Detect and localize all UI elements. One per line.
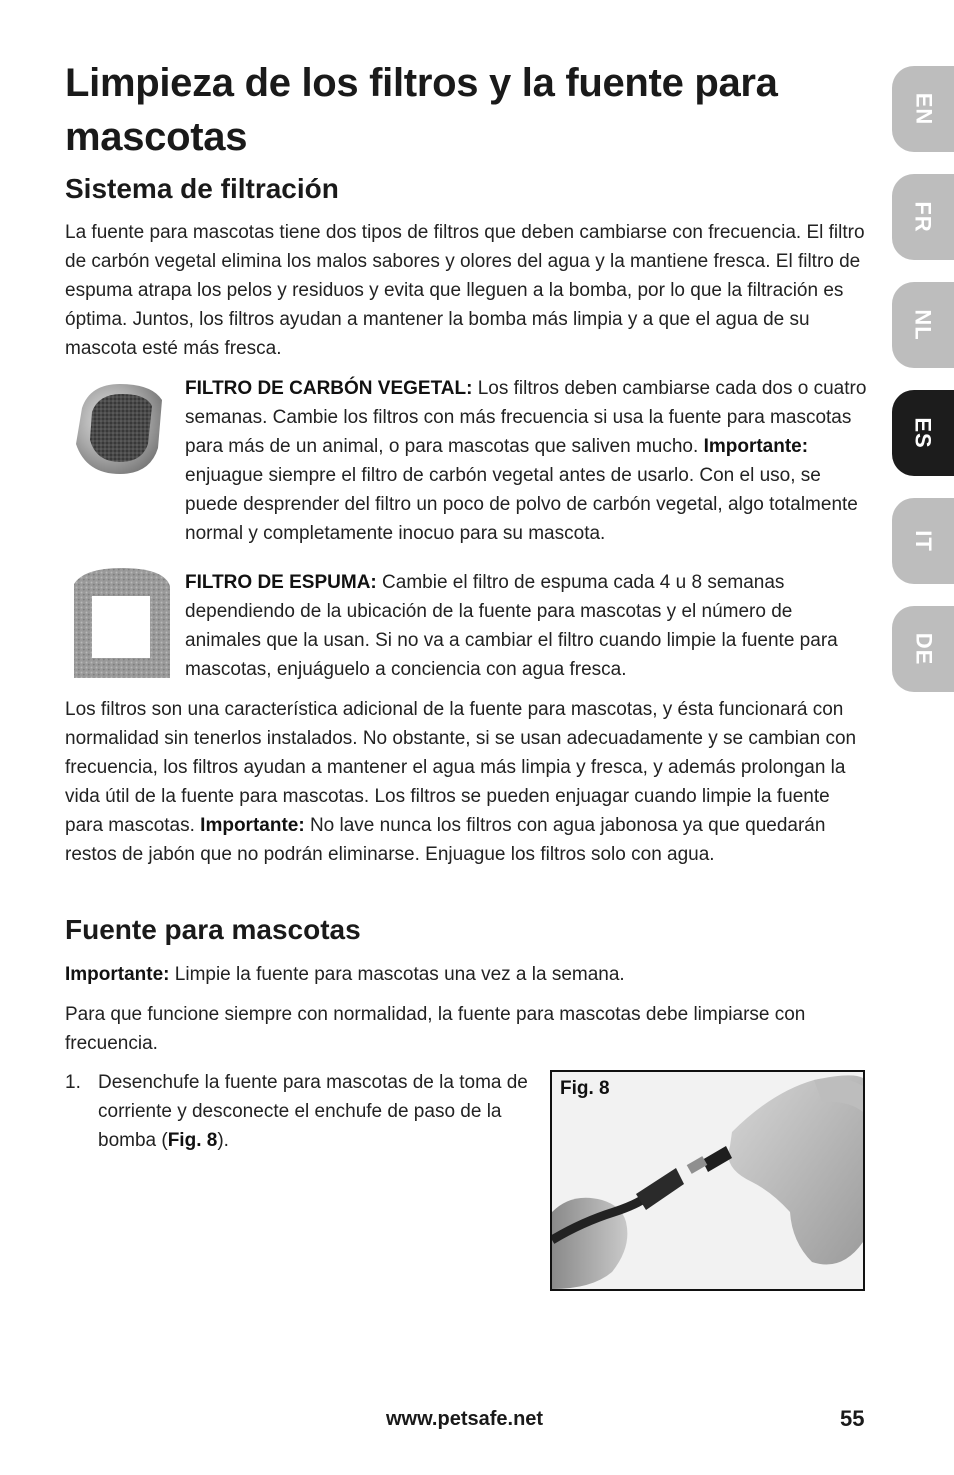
foam-filter-text: Cambie el filtro de espuma cada 4 u 8 semanas dependiendo de la ubicación de la fuente para mascotas y el número de animales que la usan. Si no va a cambiar el filtro cuando limpie la fuente para mascotas, enjuáguelo a conciencia con agua fresca. [185,572,838,680]
carbon-important-label: Importante: [703,436,809,457]
section-heading-filtration: Sistema de filtración [65,173,339,204]
step-1-end: ). [217,1130,229,1151]
carbon-filter-text: Los filtros deben cambiarse cada dos o cuatro semanas. Cambie los filtros con más frecuencia si usa la fuente para mascotas para más de un animal, o para mascotas que saliven mucho. [185,378,867,457]
outro-important-label: Importante: [200,815,305,836]
page-title: Limpieza de los filtros y la fuente para mascotas [65,61,778,159]
tab-de-label: DE [911,632,936,666]
step-1-number: 1. [65,1072,81,1093]
fountain-important-text: Limpie la fuente para mascotas una vez a la semana. [169,964,625,985]
carbon-filter-label: FILTRO DE CARBÓN VEGETAL: [185,378,473,399]
tab-de[interactable] [892,606,954,692]
tab-fr[interactable] [892,174,954,260]
tab-en-label: EN [911,92,936,126]
tab-es-label: ES [910,417,936,449]
step-1-text [98,1068,538,1155]
unplug-illustration [552,1072,863,1289]
tab-es[interactable] [892,390,954,476]
tab-en[interactable] [892,66,954,152]
foam-filter-paragraph [185,568,870,684]
carbon-filter-paragraph [185,374,870,548]
foam-filter-label: FILTRO DE ESPUMA: [185,572,377,593]
foam-filter-image [70,566,174,682]
filtration-intro: La fuente para mascotas tiene dos tipos de filtros que deben cambiarse con frecuencia. El filtro de carbón vegetal elimina los malos sabores y olores del agua y la mantiene fresca. El filtro de espuma atrapa los pelos y residuos y evita que lleguen a la bomba, por lo que la filtración es óptima. Juntos, los filtros ayudan a mantener la bomba más limpia y a que el agua de su mascota esté más fresca. [65,222,865,359]
fountain-important-label: Importante: [65,964,170,985]
outro-important-text: No lave nunca los filtros con agua jabonosa ya que quedarán restos de jabón que no podrán eliminarse. Enjuague los filtros solo con agua. [65,815,826,865]
tab-nl[interactable] [892,282,954,368]
tab-fr-label: FR [910,201,936,233]
fountain-important-paragraph [65,960,867,989]
filters-outro-paragraph [65,695,867,869]
page-number: 55 [840,1406,865,1431]
figure-label: Fig. 8 [560,1078,610,1099]
footer-url[interactable]: www.petsafe.net [386,1408,544,1430]
tab-nl-label: NL [910,309,936,341]
step-1-body: Desenchufe la fuente para mascotas de la toma de corriente y desconecte el enchufe de paso de la bomba ( [98,1072,528,1151]
figure-8 [550,1070,865,1291]
fountain-cleaning-paragraph: Para que funcione siempre con normalidad, la fuente para mascotas debe limpiarse con frecuencia. [65,1004,806,1054]
carbon-important-text: enjuague siempre el filtro de carbón vegetal antes de usarlo. Con el uso, se puede desprender del filtro un poco de polvo de carbón vegetal, algo totalmente normal y completamente inocuo para su mascota. [185,465,858,544]
tab-it-label: IT [911,530,936,552]
tab-it[interactable] [892,498,954,584]
section-heading-fountain: Fuente para mascotas [65,914,361,945]
carbon-filter-image [70,378,170,478]
filters-outro-text: Los filtros son una característica adicional de la fuente para mascotas, y ésta funcionará con normalidad sin tenerlos instalados. No obstante, si se usan adecuadamente y se cambian con frecuencia, los filtros ayudan a mantener el agua más limpia y fresca, y además prolongan la vida útil de la fuente para mascotas. Los filtros se pueden enjuagar cuando limpie la fuente para mascotas. [65,699,857,836]
step-1-figure-ref: Fig. 8 [167,1130,218,1151]
